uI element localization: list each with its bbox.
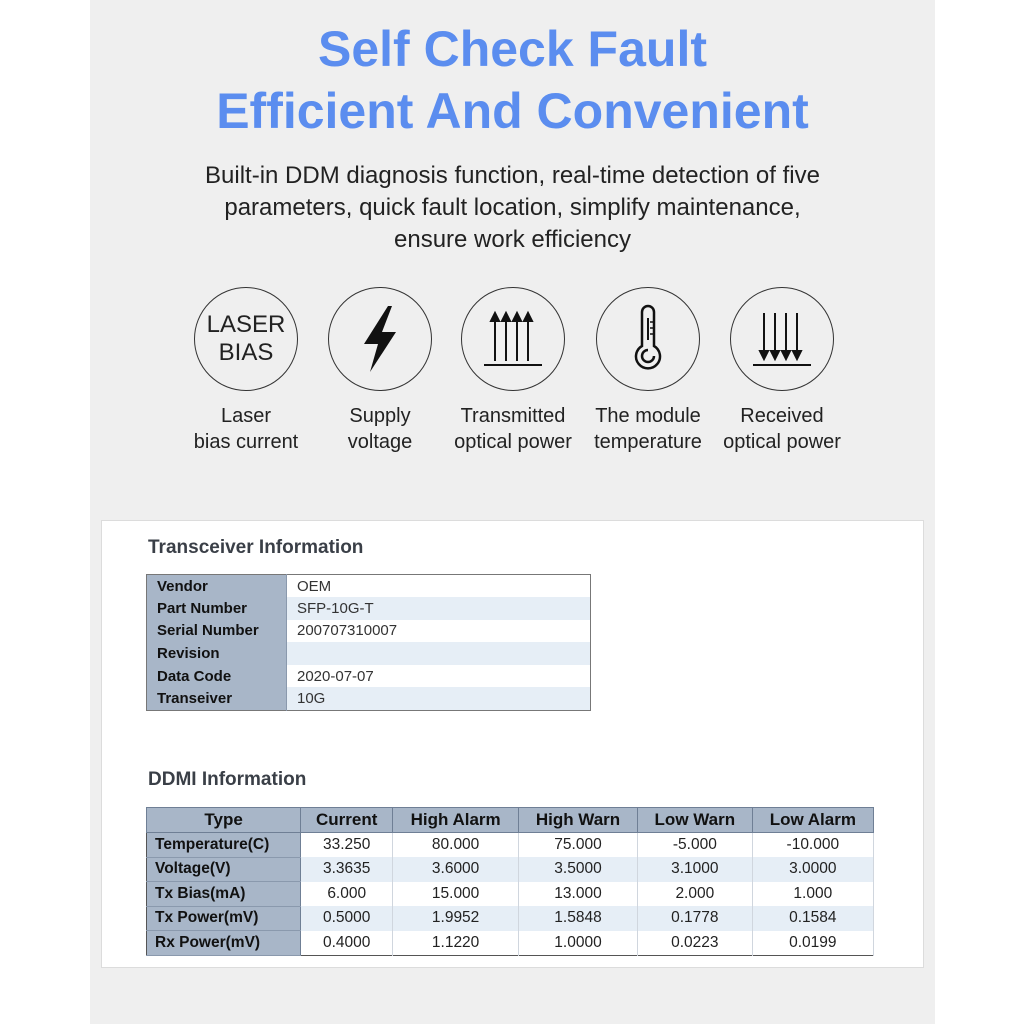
- table-cell: 80.000: [393, 833, 519, 858]
- column-header: High Alarm: [393, 808, 519, 833]
- feature-label: [310, 403, 450, 455]
- subtitle-line: Built-in DDM diagnosis function, real-time detection of five: [205, 162, 820, 189]
- table-cell: 1.0000: [518, 931, 637, 956]
- table-cell: 0.0223: [638, 931, 753, 956]
- table-cell: 1.000: [752, 882, 873, 907]
- arrows-up-icon: [478, 309, 548, 369]
- table-key: Data Code: [147, 665, 287, 688]
- table-value: 200707310007: [287, 620, 591, 643]
- feature-label-line: Laser: [220, 405, 272, 427]
- table-row: [147, 857, 874, 882]
- table-value: SFP-10G-T: [287, 597, 591, 620]
- feature-label-line: bias current: [193, 431, 299, 453]
- table-row: [147, 642, 591, 665]
- table-row: [147, 882, 874, 907]
- table-value: 2020-07-07: [287, 665, 591, 688]
- headline-line-1: Self Check Fault: [318, 21, 707, 77]
- info-card: [101, 520, 924, 968]
- table-row: [147, 906, 874, 931]
- table-cell: 33.250: [301, 833, 393, 858]
- row-type: Temperature(C): [147, 833, 301, 858]
- feature-label-line: Transmitted: [460, 405, 566, 427]
- table-row: [147, 833, 874, 858]
- feature-transmitted-power: [443, 287, 583, 455]
- table-row: [147, 931, 874, 956]
- table-key: Transeiver: [147, 687, 287, 710]
- column-header: High Warn: [518, 808, 637, 833]
- table-cell: 0.0199: [752, 931, 873, 956]
- column-header: Low Warn: [638, 808, 753, 833]
- feature-label: [443, 403, 583, 455]
- feature-label-line: optical power: [723, 431, 841, 453]
- table-key: Vendor: [147, 575, 287, 598]
- table-row: [147, 597, 591, 620]
- table-cell: 1.1220: [393, 931, 519, 956]
- table-cell: 75.000: [518, 833, 637, 858]
- table-row: [147, 665, 591, 688]
- row-type: Rx Power(mV): [147, 931, 301, 956]
- table-cell: 3.6000: [393, 857, 519, 882]
- table-row: [147, 575, 591, 598]
- feature-label-line: temperature: [594, 431, 702, 453]
- circle-text-line: LASER: [206, 311, 286, 338]
- table-cell: -5.000: [638, 833, 753, 858]
- table-cell: 0.4000: [301, 931, 393, 956]
- feature-laser-bias: [176, 287, 316, 455]
- thermometer-icon: [628, 304, 668, 374]
- feature-module-temperature: [578, 287, 718, 455]
- table-cell: 0.1778: [638, 906, 753, 931]
- table-cell: 3.3635: [301, 857, 393, 882]
- table-row: [147, 687, 591, 710]
- feature-label-line: Supply: [349, 405, 411, 427]
- row-type: Tx Bias(mA): [147, 882, 301, 907]
- table-value: [287, 642, 591, 665]
- row-type: Voltage(V): [147, 857, 301, 882]
- table-key: Part Number: [147, 597, 287, 620]
- table-cell: 0.1584: [752, 906, 873, 931]
- laser-bias-text-icon: [194, 287, 298, 391]
- row-type: Tx Power(mV): [147, 906, 301, 931]
- column-header: Low Alarm: [752, 808, 873, 833]
- circle-text-line: BIAS: [218, 339, 274, 366]
- table-cell: 3.0000: [752, 857, 873, 882]
- feature-label: [712, 403, 852, 455]
- subtitle: [90, 160, 935, 256]
- table-cell: 0.5000: [301, 906, 393, 931]
- ddmi-table: [146, 807, 874, 956]
- table-cell: 15.000: [393, 882, 519, 907]
- table-cell: -10.000: [752, 833, 873, 858]
- feature-supply-voltage: [310, 287, 450, 455]
- arrows-down-icon: [747, 309, 817, 369]
- table-value: 10G: [287, 687, 591, 710]
- subtitle-line: ensure work efficiency: [394, 226, 631, 253]
- table-cell: 3.5000: [518, 857, 637, 882]
- feature-label-line: The module: [595, 405, 701, 427]
- table-cell: 1.5848: [518, 906, 637, 931]
- table-cell: 6.000: [301, 882, 393, 907]
- table-cell: 1.9952: [393, 906, 519, 931]
- table-cell: 13.000: [518, 882, 637, 907]
- table-key: Serial Number: [147, 620, 287, 643]
- table-header-row: [147, 808, 874, 833]
- table-cell: 2.000: [638, 882, 753, 907]
- feature-label: [176, 403, 316, 455]
- ddmi-title: DDMI Information: [148, 769, 307, 790]
- feature-icons: [0, 287, 1024, 467]
- column-header: Type: [147, 808, 301, 833]
- table-cell: 3.1000: [638, 857, 753, 882]
- feature-label: [578, 403, 718, 455]
- feature-label-line: voltage: [347, 431, 413, 453]
- lightning-bolt-icon: [358, 304, 402, 374]
- feature-label-line: Received: [740, 405, 824, 427]
- subtitle-line: parameters, quick fault location, simplify maintenance,: [224, 194, 801, 221]
- table-value: OEM: [287, 575, 591, 598]
- transceiver-title: Transceiver Information: [148, 537, 364, 558]
- column-header: Current: [301, 808, 393, 833]
- headline-line-2: Efficient And Convenient: [216, 83, 809, 139]
- transceiver-table: [146, 574, 591, 711]
- feature-received-power: [712, 287, 852, 455]
- table-key: Revision: [147, 642, 287, 665]
- table-row: [147, 620, 591, 643]
- feature-label-line: optical power: [454, 431, 572, 453]
